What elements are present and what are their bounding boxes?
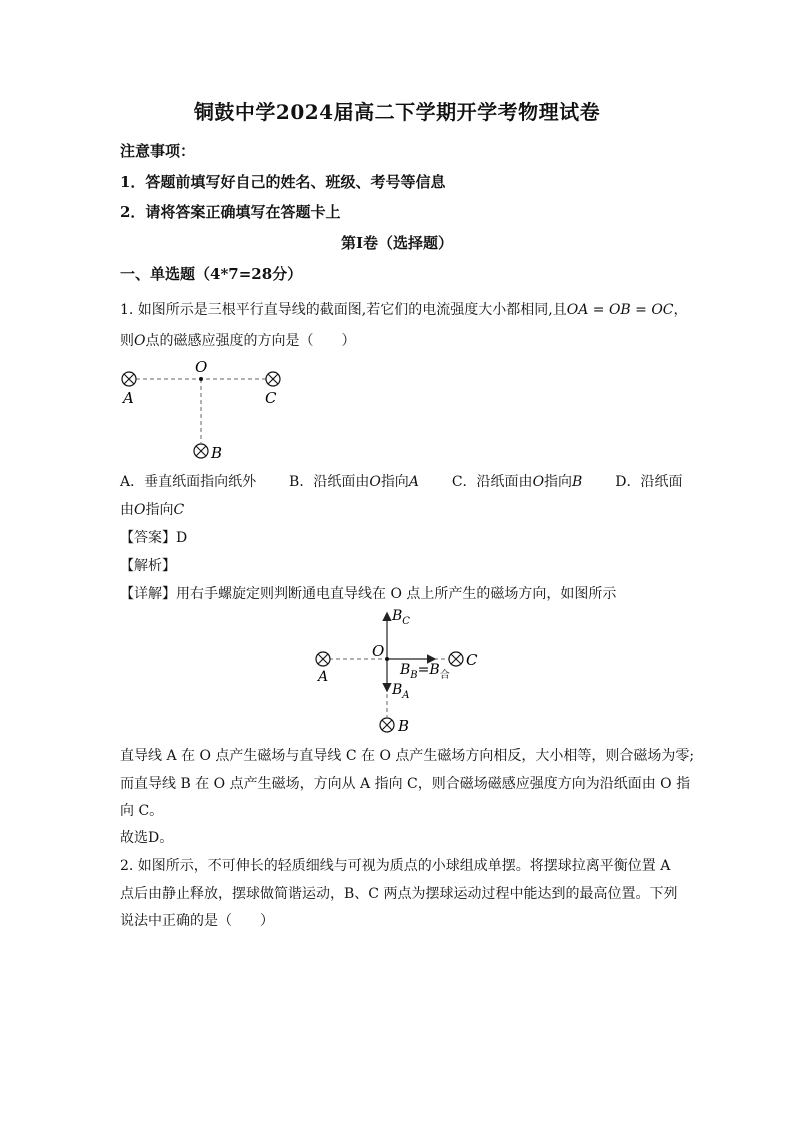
option-a: A．垂直纸面指向纸外 xyxy=(120,474,257,490)
label-b: B xyxy=(398,717,410,735)
q1-stem-question: 点的磁感应强度的方向是（ ） xyxy=(145,333,356,349)
label-a: A xyxy=(318,669,329,685)
section-title: 一、单选题（4*7=28分） xyxy=(120,265,303,283)
notice-heading: 注意事项： xyxy=(120,142,196,160)
q1-stem-line1 xyxy=(120,299,688,319)
q1-options-line1 xyxy=(120,471,682,491)
q1-stem-comma: ， xyxy=(673,302,688,318)
q1-detail: 【详解】用右手螺旋定则判断通电直导线在 O 点上所产生的磁场方向，如图所示 xyxy=(120,586,617,602)
label-ba: $B_A$ xyxy=(392,682,410,701)
label-c: C xyxy=(466,651,478,669)
q1-stem-then: 则 xyxy=(120,333,134,349)
label-a: A xyxy=(123,389,134,407)
part-title: 第I卷（选择题） xyxy=(340,234,454,252)
label-bb-equals-bhe: $B_B=B_合$ xyxy=(400,662,450,681)
wire-b-icon xyxy=(380,718,394,732)
q1-explain-line2: 而直导线 B 在 O 点产生磁场，方向从 A 指向 C，则合磁场磁感应强度方向为沿纸面由 O 指 xyxy=(120,776,691,792)
q1-solution-figure xyxy=(310,602,510,740)
label-c: C xyxy=(265,389,277,407)
q1-stem-formula: OA = OB = OC xyxy=(566,302,674,318)
option-d-end: 由O指向C xyxy=(120,502,185,518)
q2-line1: 2. 如图所示，不可伸长的轻质细线与可视为质点的小球组成单摆。将摆球拉离平衡位置 A xyxy=(120,858,671,874)
point-o-dot xyxy=(385,657,389,661)
q1-explain-line1: 直导线 A 在 O 点产生磁场与直导线 C 在 O 点产生磁场方向相反，大小相等，则合磁场为零; xyxy=(120,748,695,764)
label-o: O xyxy=(372,642,385,660)
wire-a-icon xyxy=(316,652,330,666)
q2-line3: 说法中正确的是（ ） xyxy=(120,913,274,929)
wire-c-icon xyxy=(266,372,280,386)
label-b: B xyxy=(211,444,223,462)
q2-line2: 点后由静止释放，摆球做简谐运动，B、C 两点为摆球运动过程中能达到的最高位置。下列 xyxy=(120,886,678,902)
q1-conclusion: 故选D。 xyxy=(120,830,174,846)
q1-explain-line3: 向 C。 xyxy=(120,803,164,819)
label-bc: $B_C$ xyxy=(392,608,410,627)
q1-answer: 【答案】D xyxy=(120,530,188,546)
q1-analysis-heading: 【解析】 xyxy=(120,558,176,574)
wire-b-icon xyxy=(194,444,208,458)
q1-stem-o: O xyxy=(134,333,146,349)
exam-title: 铜鼓中学2024届高二下学期开学考物理试卷 xyxy=(193,100,601,124)
label-o: O xyxy=(195,358,208,376)
point-o-dot xyxy=(199,377,203,381)
wire-c-icon xyxy=(449,652,463,666)
wire-a-icon xyxy=(122,372,136,386)
notice-item-2: 2．请将答案正确填写在答题卡上 xyxy=(120,203,341,221)
q1-figure xyxy=(115,355,295,465)
option-c: C．沿纸面由O指向B xyxy=(451,474,583,490)
q1-stem-line2 xyxy=(120,330,355,350)
q1-stem-text: 1. 如图所示是三根平行直导线的截面图,若它们的电流强度大小都相同,且 xyxy=(120,302,567,318)
option-d-start: D．沿纸面 xyxy=(615,474,683,490)
notice-item-1: 1．答题前填写好自己的姓名、班级、考号等信息 xyxy=(120,173,446,191)
option-b: B．沿纸面由O指向A xyxy=(289,474,419,490)
